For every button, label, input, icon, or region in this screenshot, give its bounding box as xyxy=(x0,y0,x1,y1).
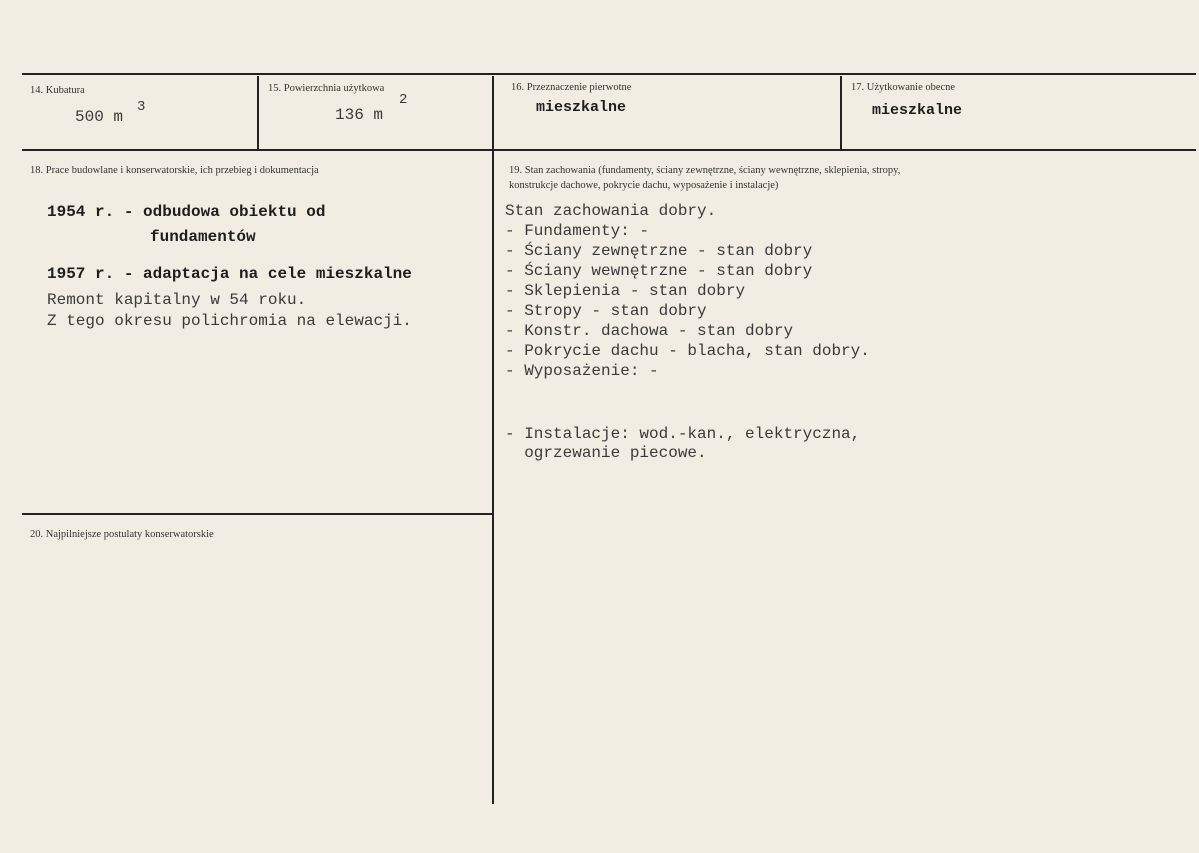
divider-14-15 xyxy=(257,76,259,150)
divider-16-17 xyxy=(840,76,842,150)
section-18-bottom-rule xyxy=(22,513,493,515)
header-bottom-rule xyxy=(22,149,1196,151)
stan-line-10: - Instalacje: wod.-kan., elektryczna, xyxy=(505,425,861,443)
stan-line-6: - Stropy - stan dobry xyxy=(505,302,707,320)
top-rule xyxy=(22,73,1196,75)
powierzchnia-label: 15. Powierzchnia użytkowa xyxy=(268,83,385,94)
stan-line-1: Stan zachowania dobry. xyxy=(505,202,717,220)
stan-line-4: - Ściany wewnętrzne - stan dobry xyxy=(505,262,813,280)
powierzchnia-unit-sup: 2 xyxy=(399,92,408,108)
prace-line-3: 1957 r. - adaptacja na cele mieszkalne xyxy=(47,265,412,283)
stan-line-7: - Konstr. dachowa - stan dobry xyxy=(505,322,794,340)
kubatura-unit-sup: 3 xyxy=(137,99,146,115)
stan-line-2: - Fundamenty: - xyxy=(505,222,650,240)
prace-label: 18. Prace budowlane i konserwatorskie, ich przebieg i dokumentacja xyxy=(30,165,319,176)
postulaty-label: 20. Najpilniejsze postulaty konserwatorskie xyxy=(30,529,214,540)
stan-line-3: - Ściany zewnętrzne - stan dobry xyxy=(505,242,813,260)
kubatura-label: 14. Kubatura xyxy=(30,85,85,96)
prace-line-4: Remont kapitalny w 54 roku. xyxy=(47,291,307,309)
stan-label-line-2: konstrukcje dachowe, pokrycie dachu, wyposażenie i instalacje) xyxy=(509,180,779,191)
stan-label-line-1: 19. Stan zachowania (fundamenty, ściany zewnętrzne, ściany wewnętrzne, sklepienia, stropy, xyxy=(509,165,901,176)
stan-line-5: - Sklepienia - stan dobry xyxy=(505,282,746,300)
kubatura-value: 500 m xyxy=(75,108,124,126)
divider-main xyxy=(492,150,494,804)
prace-line-1: 1954 r. - odbudowa obiektu od xyxy=(47,203,326,221)
przeznaczenie-value: mieszkalne xyxy=(536,99,627,116)
uzytkowanie-label: 17. Użytkowanie obecne xyxy=(851,82,956,93)
stan-line-8: - Pokrycie dachu - blacha, stan dobry. xyxy=(505,342,870,360)
divider-15-16 xyxy=(492,76,494,150)
prace-line-2: fundamentów xyxy=(150,228,256,246)
stan-line-11: ogrzewanie piecowe. xyxy=(505,444,707,462)
prace-line-5: Z tego okresu polichromia na elewacji. xyxy=(47,312,412,330)
stan-line-9: - Wyposażenie: - xyxy=(505,362,659,380)
przeznaczenie-label: 16. Przeznaczenie pierwotne xyxy=(511,82,632,93)
powierzchnia-value: 136 m xyxy=(335,106,384,124)
uzytkowanie-value: mieszkalne xyxy=(872,102,963,119)
